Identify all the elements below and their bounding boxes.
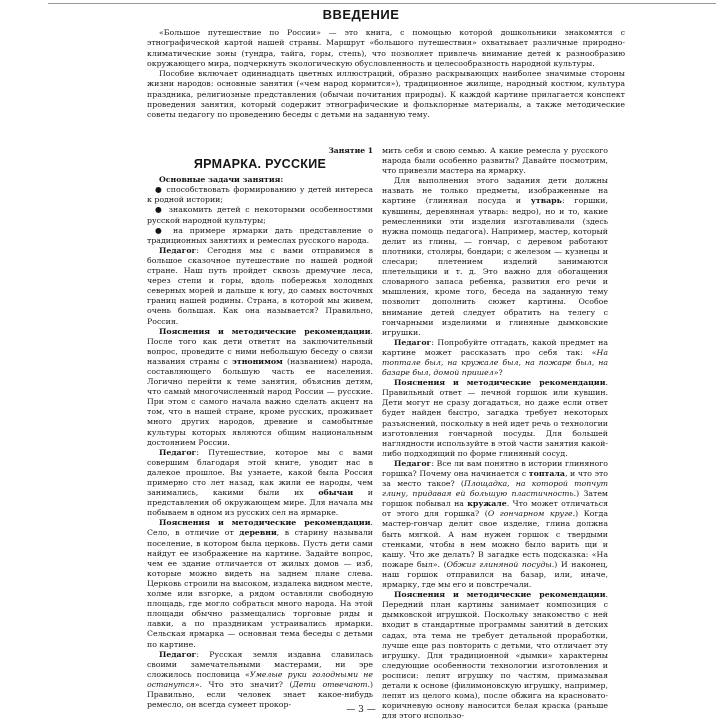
paragraph-text: . Что может отличаться от этого для горшка? ( — [382, 499, 608, 519]
speaker-label: Педагог — [394, 337, 432, 347]
speaker-label: Педагог — [159, 245, 197, 255]
term: утварь — [530, 196, 562, 206]
speaker-label: Педагог — [159, 447, 197, 457]
lesson-title: ЯРМАРКА. РУССКИЕ — [193, 157, 327, 172]
term: обычаи — [318, 488, 354, 498]
task-item: ● способствовать формированию у детей интереса к родной истории; — [147, 185, 373, 205]
paragraph-text: , в старину называли поселение, в котором была церковь. Пусть дети сами найдут ее изображение на картине. Задайте вопрос, чем ее здание отличается от жилых домов — изб, которые можно видеть на заднем плане слева. Церковь строили на высоком, издалека видном месте, холме или взгорке, а рядом оставляли свободную площадь, где могло собраться много народа. На этой площади обычно размещались торговые ряды и лавки, а по праздникам устраивались ярмарки. Сельская ярмарка — основная тема беседы с детьми по картине. — [147, 528, 373, 649]
teacher-paragraph — [382, 459, 608, 590]
paragraph-text: . Передний план картины занимает композиция с дымковской игрушкой. Поскольку знакомство с ней входит в стандартные программы занятий в детских садах, эта тема не требует детальной проработки, лучше еще раз повторить с детьми, что отличает эту игрушку. Для традиционной «дымки» характерны следующие особенности технологии изготовления и росписи: лепят игрушку по частям, примазывая детали к основе (филимоновскую игрушку, например, лепят из целого кома), после обжига на красновато-коричневую основу наносится белая краска (раньше для этого использо- — [382, 590, 608, 721]
term: этнонимом — [232, 356, 283, 366]
paragraph-text: : горшки, кувшины, деревянная утварь: ведро), но и то, какие ремесленники эти изделия изготавливали (здесь нужна помощь педагога). Например, мастер, который делит из глины, — гончар, с деревом работают плотники, столяры, бондари; с железом — кузнецы и слесари; плетением изделий занимаются плетельщики и т. д. Это важно для обогащения словарного запаса ребенка, развития его речи и мышления, кроме того, беседа на заданную тему позволит дополнить сюжет картины. Особое внимание детей следует обратить на телегу с гончарными изделиями и глиняные дымковские игрушки. — [382, 196, 608, 337]
paragraph-text: (названием) народа, составляющего большую часть ее населения. Логично перейти к теме занятия, объяснив детям, что самый многочисленный народ России — русские. При этом с самого начала важно сделать акцент на том, что в нашей стране, кроме русских, проживает много других народов, древние и самобытные культуры которых являются общим национальным достоянием России. — [147, 356, 373, 447]
paragraph-text: : Русская земля издавна славилась своими замечательными мастерами, ни эре сложилось пословица « — [147, 649, 373, 679]
speaker-label: Педагог — [159, 649, 197, 659]
paragraph-text: и представления об окружающем мире. Для начала мы побываем в одном из русских сел на ярмарке. — [147, 488, 373, 518]
paragraph-text: : Все ли вам понятно в истории глиняного горшка? Почему она начинается с — [382, 458, 608, 478]
introduction — [147, 28, 625, 121]
proverb: Умелые руки голодными не останутся — [147, 669, 373, 689]
speaker-label: Педагог — [394, 458, 432, 468]
teacher-paragraph — [147, 650, 373, 711]
stage-note: Дети отвечают — [292, 679, 368, 689]
task-item: ● знакомить детей с некоторыми особенностями русской народной культуры; — [147, 205, 373, 225]
paragraph-text: .) Правильно, если человек знает какое-нибудь ремесло, он всегда сумеет прокор- — [147, 679, 373, 710]
answer-note: О гончарном круге — [487, 509, 573, 519]
paragraph-text: .) Когда мастер-гончар делит свое изделие, глина должна быть мягкой. А нам нужен горшок с твердыми стенками, чтобы в нем можно было варить щи и кашу. Что же делать? В загадке есть подсказка: «На пожаре был». ( — [382, 509, 608, 569]
top-rule — [48, 3, 716, 4]
paragraph-text: : Попробуйте отгадать, какой предмет на картине может рассказать про себя так: « — [382, 337, 608, 357]
paragraph-text: . Правильный ответ — печной горшок или кувшин. Дети могут не сразу догадаться, но даже если ответ будет найден быстро, загадка требует некоторых разъяснений, поскольку в ней идет речь о технологии изготовления гончарной посуды. Для большей наглядности используйте в этой части занятия какой-либо подходящий по форме глиняный сосуд. — [382, 378, 608, 458]
paragraph-text: ». Что это значит? ( — [194, 679, 293, 689]
paragraph-text: .) И наконец, наш горшок отправился на базар, или, иначе, ярмарку, где мы его и повстречали. — [382, 559, 609, 590]
intro-paragraph-1: «Большое путешествие по России» — это книга, с помощью которой дошкольники знакомятся с этнографической картой нашей страны. Маршрут «большого путешествия» охватывает различные природно-климатические зоны (тундра, тайга, горы, степь), что позволяет привлечь внимание детей к разнообразию окружающего мира, подчеркнуть экологическую обусловленность и целесообразность народной культуры. — [147, 28, 625, 68]
lesson-label: Занятие 1 — [328, 146, 373, 155]
right-column — [382, 146, 608, 721]
teacher-paragraph — [382, 338, 608, 378]
page-number: — 3 — — [346, 705, 376, 715]
method-label: Пояснения и методические рекомендации — [159, 518, 371, 528]
answer-note: Обжиг глиняной посуды — [446, 559, 552, 569]
paragraph-text: : Путешествие, которое мы с вами совершим благодаря этой книге, уводит нас в далекое прошлое. Вы узнаете, какой была Россия примерно сто лет назад, как жили ее народы, чем занимались, какими были их — [147, 447, 373, 498]
method-paragraph — [147, 327, 373, 448]
paragraph-text: . Село, в отличие от — [147, 518, 373, 538]
continued-paragraph: мить себя и свою семью. А какие ремесла у русского народа были особенно развиты? Давайте посмотрим, что привезли мастера на ярмарку. — [382, 146, 608, 176]
method-label: Пояснения и методические рекомендации — [159, 326, 371, 336]
method-paragraph — [147, 518, 373, 649]
paragraph-text: ? — [498, 368, 503, 378]
method-paragraph — [382, 590, 608, 721]
paragraph-text: : Сегодня мы с вами отправимся в большое сказочное путешествие по нашей родной стране. Наш путь пройдет сквозь дремучие леса, через степи и горы, вдоль побережья холодных северных морей и дальше к югу, до самых восточных границ нашей родины. Страна, в которой мы живем, очень большая. Как она называется? Правильно, Россия. — [147, 245, 373, 326]
riddle: На топтале был, на кружале был, на пожаре был, на базаре был, домой пришел» — [382, 347, 608, 378]
term: деревни — [239, 528, 277, 538]
tasks-heading: Основные задачи занятия: — [159, 175, 284, 185]
task-item-text: знакомить детей с некоторыми особенностями русской народной культуры; — [147, 205, 373, 225]
task-item-text: на примере ярмарки дать представление о традиционных занятиях и ремеслах русского народа. — [147, 225, 373, 245]
answer-note: Площадка, на которой топчут глину, придавая ей большую пластичность — [382, 479, 608, 499]
paragraph-text: , и что это за место такое? ( — [382, 469, 608, 489]
task-item-text: способствовать формированию у детей интереса к родной истории; — [147, 185, 373, 205]
task-paragraph — [382, 176, 608, 338]
intro-paragraph-2: Пособие включает одиннадцать цветных иллюстраций, образно раскрывающих наиболее значимые стороны жизни народов: основные занятия («чем народ кормится»), традиционное жилище, народный костюм, культура праздника, религиозные представления (обычаи почитания природы). К каждой картине прилагается конспект проведения занятия, который содержит этнографические и фольклорные материалы, а также методические советы педагогу по проведению беседы с детьми на заданную тему. — [147, 69, 625, 120]
term: топтала — [528, 469, 565, 478]
method-paragraph — [382, 378, 608, 459]
paragraph-text: Для выполнения этого задания дети должны назвать не только предметы, изображенные на картине (глиняная посуда и — [382, 176, 608, 206]
tasks-heading-text: Основные задачи занятия — [159, 175, 281, 185]
method-label: Пояснения и методические рекомендации — [394, 590, 606, 600]
task-item: ● на примере ярмарки дать представление о традиционных занятиях и ремеслах русского народа. — [147, 225, 373, 245]
paragraph-text: . После того как дети ответят на заключительный вопрос, проведите с ними небольшую беседу о связи названия страны с — [147, 326, 373, 366]
page-heading: ВВЕДЕНИЕ — [322, 7, 400, 22]
teacher-paragraph — [147, 246, 373, 327]
paragraph-text: .) Затем горшок побывал на — [382, 489, 608, 509]
left-column — [147, 146, 373, 710]
term: кружале — [467, 499, 507, 509]
teacher-paragraph — [147, 448, 373, 519]
method-label: Пояснения и методические рекомендации — [394, 378, 606, 388]
